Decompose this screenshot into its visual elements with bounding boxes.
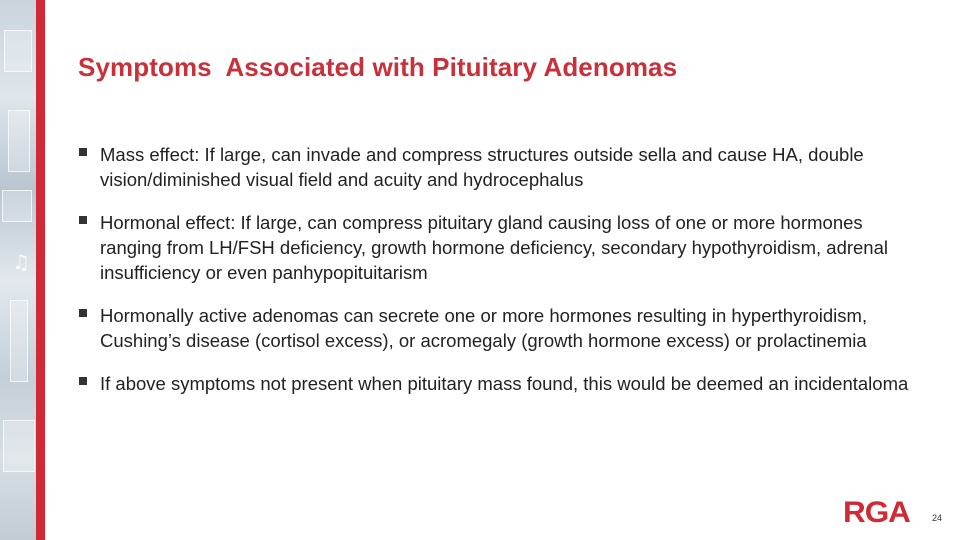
bullet-list bbox=[78, 142, 918, 414]
page-number: 24 bbox=[932, 513, 943, 523]
bullet-item-hormonally-active bbox=[78, 303, 918, 353]
square-bullet-icon bbox=[79, 216, 87, 224]
square-bullet-icon bbox=[79, 377, 87, 385]
bullet-text: Hormonal effect: If large, can compress pituitary gland causing loss of one or more hormones ranging from LH/FSH deficiency, growth hormone deficiency, secondary hypothyroidism, adrenal insufficiency or even panhypopituitarism bbox=[100, 212, 888, 283]
bullet-item-incidentaloma bbox=[78, 371, 918, 396]
bullet-text: If above symptoms not present when pituitary mass found, this would be deemed an incidentaloma bbox=[100, 373, 909, 394]
square-bullet-icon bbox=[79, 148, 87, 156]
rga-logo: RGA bbox=[843, 496, 910, 529]
bullet-item-hormonal-effect bbox=[78, 210, 918, 285]
square-bullet-icon bbox=[79, 309, 87, 317]
music-note-icon: ♫ bbox=[12, 250, 30, 274]
bullet-text: Mass effect: If large, can invade and compress structures outside sella and cause HA, double vision/diminished visual field and acuity and hydrocephalus bbox=[100, 144, 864, 190]
slide-title: Symptoms Associated with Pituitary Adenomas bbox=[78, 52, 678, 82]
bullet-item-mass-effect bbox=[78, 142, 918, 192]
decorative-photo-strip bbox=[0, 0, 36, 540]
bullet-text: Hormonally active adenomas can secrete one or more hormones resulting in hyperthyroidism, Cushing’s disease (cortisol excess), or acromegaly (growth hormone excess) or prolactinemia bbox=[100, 305, 868, 351]
accent-bar bbox=[36, 0, 45, 540]
